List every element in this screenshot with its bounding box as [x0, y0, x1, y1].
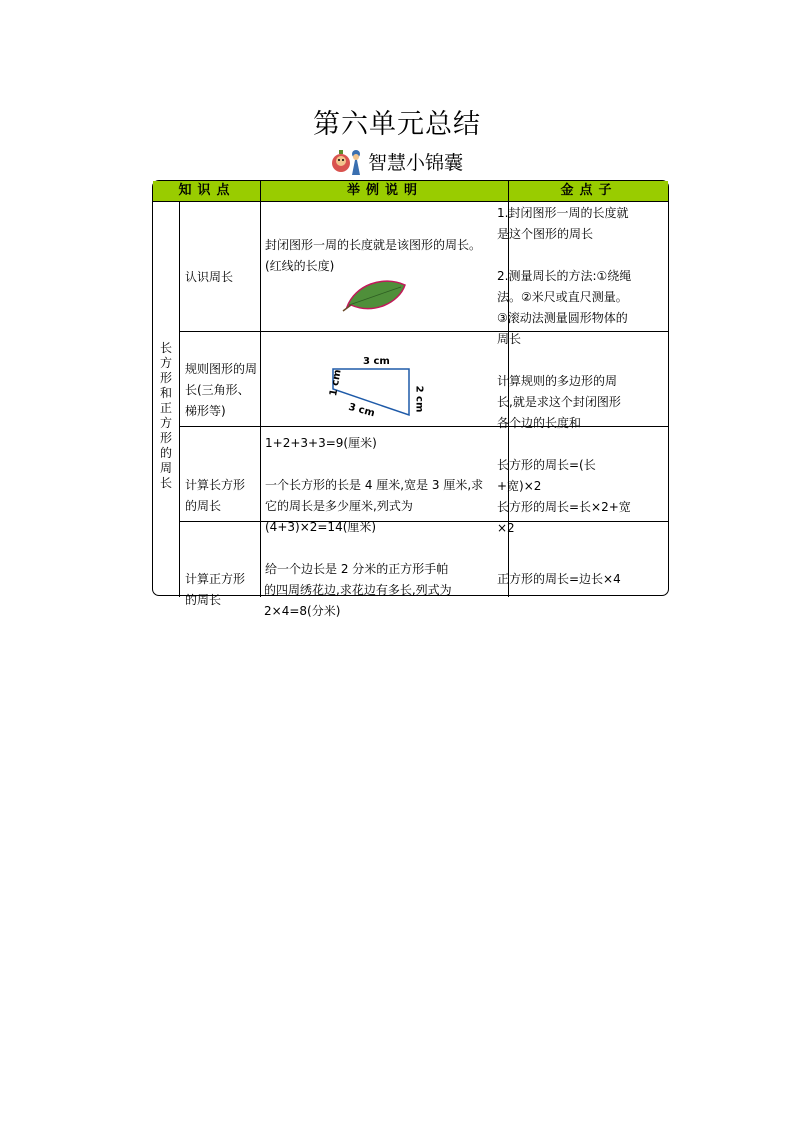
- header-tips: 金点子: [560, 183, 618, 198]
- table-header: [153, 181, 668, 202]
- topic-perimeter: 认识周长: [185, 270, 234, 284]
- topic-square: 计算正方形的周长: [185, 572, 246, 607]
- subtitle-text: 智慧小锦囊: [368, 151, 464, 174]
- tip-definition: 1.封闭图形一周的长度就是这个图形的周长: [497, 206, 629, 241]
- rect-example-2: 一个长方形的长是 4 厘米,宽是 3 厘米,求它的周长是多少厘米,列式为: [265, 478, 484, 513]
- page-title: 第六单元总结: [313, 109, 481, 140]
- header-knowledge: 知识点: [178, 183, 236, 198]
- tip-rectangle-2: 长方形的周长=长×2+宽×2: [497, 500, 631, 535]
- square-example-1: 给一个边长是 2 分米的正方形手帕: [265, 562, 449, 576]
- tip-square: 正方形的周长=边长×4: [497, 572, 621, 586]
- tip-polygon: 计算规则的多边形的周长,就是求这个封闭图形各个边的长度和: [497, 374, 621, 430]
- topic-regular-shapes: 规则图形的周长(三角形、梯形等): [185, 362, 258, 418]
- leaf-icon: [343, 277, 407, 313]
- divider: [179, 201, 180, 597]
- category-label: 长方形和正方形的周长: [159, 341, 172, 490]
- summary-table: [152, 180, 669, 607]
- tip-rectangle-1: 长方形的周长=(长+宽)×2: [497, 458, 596, 493]
- subtitle: [330, 144, 463, 178]
- diagram-bottom-label: 3 cm: [347, 401, 376, 420]
- diagram-top-label: 3 cm: [363, 356, 390, 367]
- diagram-right-label: 2 cm: [413, 385, 425, 413]
- divider: [260, 181, 261, 597]
- square-example-3: 2×4=8(分米): [264, 604, 341, 618]
- tip-measuring: 2.测量周长的方法:①绕绳法。②米尺或直尺测量。③滚动法测量圆形物体的周长: [497, 269, 632, 346]
- topic-rectangle: 计算长方形的周长: [185, 478, 246, 513]
- rect-example-3: (4+3)×2=14(厘米): [265, 520, 377, 534]
- header-example: 举例说明: [346, 183, 423, 198]
- example-perimeter: 封闭图形一周的长度就是该图形的周长。(红线的长度): [265, 238, 482, 273]
- diagram-left-label: 1 cm: [328, 368, 344, 398]
- mascot-icon: [330, 145, 366, 177]
- square-example-2: 的四周绣花边,求花边有多长,列式为: [264, 583, 452, 597]
- rect-example-1: 1+2+3+3=9(厘米): [265, 436, 377, 450]
